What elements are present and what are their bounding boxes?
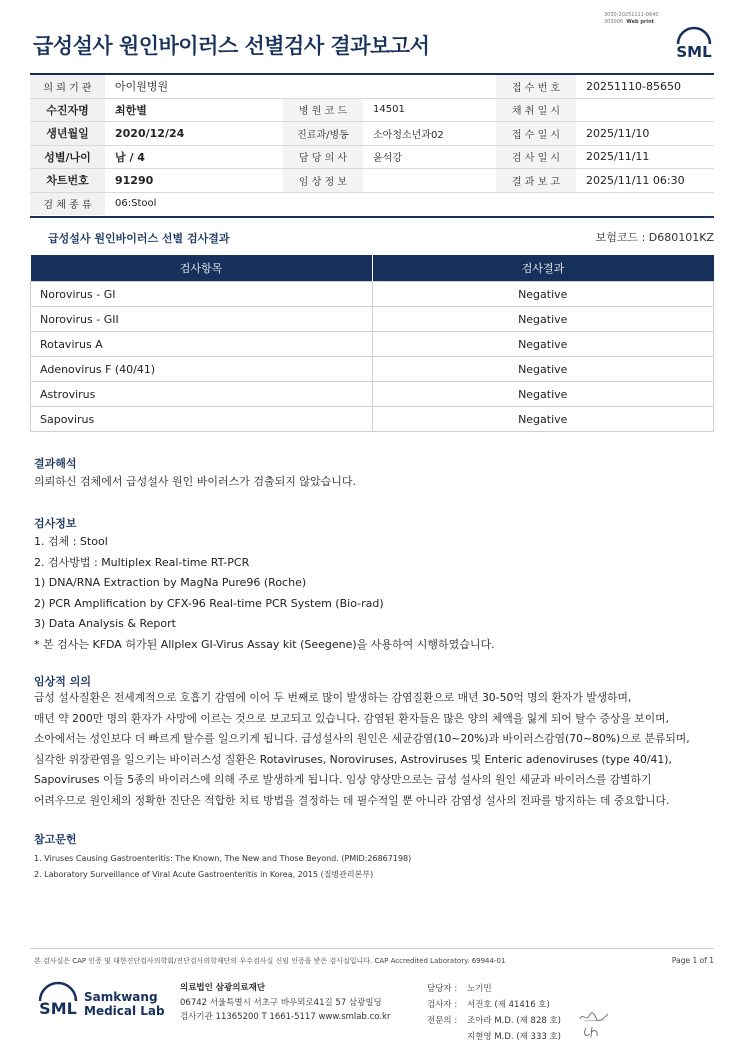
staff-name: 지현영 M.D. (제 333 호) xyxy=(467,1032,562,1042)
info-value: 아이원병원 xyxy=(105,75,283,98)
results-section-title: 급성설사 원인바이러스 선별 검사결과 xyxy=(48,232,230,245)
info-label: 병 원 코 드 xyxy=(283,98,363,122)
staff-name: 노기민 xyxy=(467,984,492,994)
patient-info-table xyxy=(30,75,714,215)
test-result: Negative xyxy=(372,307,713,332)
org-name: 의료법인 삼광의료재단 xyxy=(180,983,266,993)
brand-line2: Medical Lab xyxy=(84,1004,165,1018)
info-value: 20251110-85650 xyxy=(576,75,714,98)
info-row xyxy=(30,192,714,215)
staff-name: 서진호 (제 41416 호) xyxy=(467,1000,550,1010)
org-address-block xyxy=(180,981,390,1025)
staff-role: 전문의 : xyxy=(427,1016,458,1026)
clinical-body xyxy=(34,688,690,811)
test-result: Negative xyxy=(372,332,713,357)
table-row xyxy=(31,332,714,357)
info-value: 2025/11/10 xyxy=(576,122,714,146)
staff-role: 담당자 : xyxy=(427,984,458,994)
print-id-line1: 3030-20251111-0640 xyxy=(604,12,659,18)
references-title: 참고문헌 xyxy=(34,833,77,846)
info-row xyxy=(30,145,714,169)
brand-line1: Samkwang xyxy=(84,990,158,1004)
sml-logo-text: SML xyxy=(676,43,712,61)
reference-line: 2. Laboratory Surveillance of Viral Acute Gastroenteritis in Korea, 2015 (질병관리본부) xyxy=(34,870,374,879)
staff-name: 조아라 M.D. (제 828 호) xyxy=(467,1016,562,1026)
info-value xyxy=(363,169,496,193)
info-label: 채 취 일 시 xyxy=(496,98,576,122)
staff-block xyxy=(427,981,561,1045)
print-id-line2: 303006 xyxy=(604,19,624,25)
staff-line xyxy=(427,1013,561,1029)
staff-line xyxy=(427,997,561,1013)
test-item: Norovirus - GII xyxy=(31,307,373,332)
clinical-line: 소아에서는 성인보다 더 빠르게 탈수를 일으키게 됩니다. 급성설사의 원인은 세균감염(10~20%)과 바이러스감염(70~80%)으로 분류되며, xyxy=(34,732,690,745)
test-info-title: 검사정보 xyxy=(34,517,77,530)
results-header-row xyxy=(31,255,714,282)
references-body xyxy=(34,851,411,883)
info-label: 접 수 일 시 xyxy=(496,122,576,146)
info-label: 담 당 의 사 xyxy=(283,145,363,169)
info-label: 생년월일 xyxy=(30,122,105,146)
clinical-line: Sapoviruses 이들 5종의 바이러스에 의해 주로 발생하게 됩니다. 임상 양상만으로는 급성 설사의 원인 세균과 바이러스를 감별하기 xyxy=(34,773,652,786)
specimen-label: 검 체 종 류 xyxy=(30,192,105,215)
info-label: 검 사 일 시 xyxy=(496,145,576,169)
info-label: 의 뢰 기 관 xyxy=(30,75,105,98)
reference-line: 1. Viruses Causing Gastroenteritis: The Known, The New and Those Beyond. (PMID:26867198) xyxy=(34,854,412,863)
footer-rule xyxy=(30,948,714,949)
print-id xyxy=(604,12,659,26)
table-row xyxy=(31,357,714,382)
clinical-line: 급성 설사질환은 전세계적으로 호흡기 감염에 이어 두 번째로 많이 발생하는 감염질환으로 매년 30-50억 명의 환자가 발생하며, xyxy=(34,691,632,704)
info-label: 차트번호 xyxy=(30,169,105,193)
info-label: 결 과 보 고 xyxy=(496,169,576,193)
clinical-line: 어려우므로 원인체의 정확한 진단은 적합한 치료 방법을 결정하는 데 필수적일 뿐 아니라 감염성 설사의 전파를 방지하는 데 중요합니다. xyxy=(34,793,670,807)
print-id-tag: Web print xyxy=(626,19,655,25)
test-info-line: 3) Data Analysis & Report xyxy=(34,617,176,630)
specimen-value: 06:Stool xyxy=(115,198,157,210)
test-info-line: 2) PCR Amplification by CFX-96 Real-time PCR System (Bio-rad) xyxy=(34,596,384,610)
staff-line xyxy=(427,981,561,997)
test-info-line: 2. 검사방법 : Multiplex Real-time RT-PCR xyxy=(34,555,250,569)
info-value: 2025/11/11 06:30 xyxy=(576,169,714,193)
table-row xyxy=(31,382,714,407)
signature-icon xyxy=(578,1010,610,1024)
info-row xyxy=(30,122,714,146)
interpretation-title: 결과해석 xyxy=(34,457,77,470)
results-table xyxy=(30,255,714,432)
org-contact: 검사기관 11365200 T 1661-5117 www.smlab.co.kr xyxy=(180,1012,391,1022)
info-label: 수진자명 xyxy=(30,98,105,122)
accreditation-note: 본 검사실은 CAP 인증 및 대한진단검사의학회/진단검사의학재단의 우수검사실 신임 인증을 받은 검사실입니다. CAP Accredited Laboratory. 69944-01 xyxy=(34,957,506,965)
test-item: Sapovirus xyxy=(31,407,373,432)
test-item: Rotavirus A xyxy=(31,332,373,357)
test-result: Negative xyxy=(372,282,713,307)
page-number: Page 1 of 1 xyxy=(671,956,714,965)
test-info-line: 1. 검체 : Stool xyxy=(34,535,108,548)
staff-role: 검사자 : xyxy=(427,1000,458,1010)
info-value: 2020/12/24 xyxy=(105,122,283,146)
col-header-result: 검사결과 xyxy=(372,255,713,282)
sml-logo-icon xyxy=(36,981,80,1021)
test-item: Astrovirus xyxy=(31,382,373,407)
table-row xyxy=(31,282,714,307)
org-address: 06742 서울특별시 서초구 바우뫼로41길 57 삼광빌딩 xyxy=(180,997,382,1008)
test-result: Negative xyxy=(372,357,713,382)
info-value xyxy=(576,98,714,122)
test-result: Negative xyxy=(372,382,713,407)
test-item: Norovirus - GI xyxy=(31,282,373,307)
clinical-title: 임상적 의의 xyxy=(34,675,91,688)
interpretation-text: 의뢰하신 검체에서 급성설사 원인 바이러스가 검출되지 않았습니다. xyxy=(34,475,357,488)
info-value: 남 / 4 xyxy=(105,145,283,169)
info-row xyxy=(30,98,714,122)
table-row xyxy=(31,407,714,432)
info-value: 2025/11/11 xyxy=(576,145,714,169)
test-info-body xyxy=(34,532,495,655)
info-value: 최한별 xyxy=(105,98,283,122)
clinical-line: 심각한 위장관염을 일으키는 바이러스성 질환은 Rotaviruses, Noroviruses, Astroviruses 및 Enteric adenoviruses (type 40/41), xyxy=(34,752,672,766)
brand-name xyxy=(84,990,165,1018)
info-value: 윤석강 xyxy=(363,145,496,169)
test-info-line: 1) DNA/RNA Extraction by MagNa Pure96 (Roche) xyxy=(34,576,307,589)
info-value: 14501 xyxy=(363,98,496,122)
test-info-line: * 본 검사는 KFDA 허가된 Allplex GI-Virus Assay kit (Seegene)을 사용하여 시행하였습니다. xyxy=(34,637,495,651)
sml-logo-icon xyxy=(672,26,716,66)
test-item: Adenovirus F (40/41) xyxy=(31,357,373,382)
info-value: 91290 xyxy=(105,169,283,193)
test-result: Negative xyxy=(372,407,713,432)
info-row xyxy=(30,75,714,98)
sml-logo-text: SML xyxy=(39,999,77,1018)
insurance-code: 보험코드 : D680101KZ xyxy=(595,231,714,244)
signature-icon xyxy=(582,1025,604,1039)
staff-line xyxy=(427,1029,561,1045)
info-label: 임 상 정 보 xyxy=(283,169,363,193)
info-bottom-rule xyxy=(30,216,714,218)
info-label: 진료과/병동 xyxy=(283,122,363,146)
col-header-item: 검사항목 xyxy=(31,255,373,282)
info-value: 소아청소년과02 xyxy=(363,122,496,146)
table-row xyxy=(31,307,714,332)
clinical-line: 매년 약 200만 명의 환자가 사망에 이르는 것으로 보고되고 있습니다. 감염된 환자들은 많은 양의 체액을 잃게 되어 탈수 증상을 보이며, xyxy=(34,711,670,725)
info-label: 성별/나이 xyxy=(30,145,105,169)
info-row xyxy=(30,169,714,193)
report-title: 급성설사 원인바이러스 선별검사 결과보고서 xyxy=(33,34,430,58)
info-label: 접 수 번 호 xyxy=(496,75,576,98)
